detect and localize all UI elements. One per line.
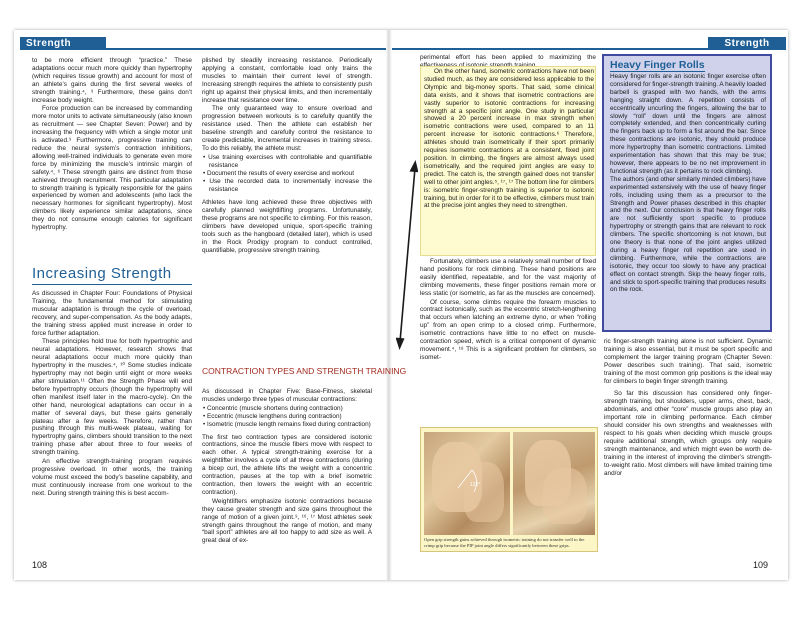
requirements-list <box>202 154 372 194</box>
list-item: • Isometric (muscle length remains fixed during contraction) <box>203 420 371 428</box>
paragraph: Heavy finger rolls are an isotonic finger exercise often considered for finger-strength training. A heavily loaded barbell is grasped with two hands, with the arms hanging straight down. A repetition consists of eccentrically uncurling the fingers, allowing the bar to slowly “roll” down until the fingers are almost completely extended, and then concentrically curling the fingers back up to form a fist around the bar. Since these contractions are isotonic, they should produce more hypertrophy than isometric contractions. Limited experimentation has shown that this may be true; however, there appears to be no net improvement in functional strength (as it pertains to rock climbing). <box>610 73 766 175</box>
page-number-left: 108 <box>32 560 48 570</box>
paragraph: On the other hand, isometric contractions have not been studied much, as they are considered less applicable to the Olympic and big-money sports. That said, some clinical data exists, and it shows that isometric contractions are vastly superior to isotonic contractions for increasing strength at a specific joint angle. One study in particular showed a 20 percent increase in max strength when isometric contractions were used, compared to an 11 percent increase for isotonic contractions.⁶ Therefore, athletes should train isometrically if their sport primarily requires isometric contractions at a consistent, fixed joint position. In climbing, the fingers are almost always used isometrically, and the required joint angles are easy to predict. The catch is, the strength gained does not transfer well to other joint angles.⁵, ¹⁷, ¹⁷ The bottom line for climbers is: isometric finger-strength training is superior to isotonic training, but in order for it to be effective, climbers must train at the precise joint angles they need to strengthen. <box>424 68 594 210</box>
paragraph: Force production can be increased by commanding more motor units to activate simultaneously (also known as recruitment — see Chapter Seven: Power) and by increasing the frequency with which a single motor unit is activated.⁹ Furthermore, progressive training can reduce the neural system’s contraction inhibitions, allowing well-trained individuals to generate even more force by minimizing the muscle’s intrinsic margin of safety.⁴, ⁶ These strength gains are distinct from those achieved through recruitment. This particular adaptation to strength training is typically responsible for the gains experienced by women and adolescents (who lack the necessary hormones for significant hypertrophy). Most climbers likely experience similar adaptations, since they do not consume enough calories for significant hypertrophy. <box>32 105 192 232</box>
heading-underline <box>32 284 192 285</box>
left-col1-top <box>32 57 192 233</box>
heavy-finger-rolls-sidebar <box>602 54 772 332</box>
sidebar-title: Heavy Finger Rolls <box>610 59 705 71</box>
list-item: • Use training exercises with controllable and quantifiable resistance <box>203 153 373 169</box>
open-grip-photo <box>424 432 510 535</box>
left-page-header: Strength <box>20 37 106 50</box>
paragraph: As discussed in Chapter Four: Foundations of Physical Training, the fundamental method for stimulating muscular adaptation is through the cycle of overload, recovery, and super-compensation. As the body adapts, the training stress applied must increase in order to force further adaptation. <box>32 290 192 337</box>
highlighted-passage <box>424 68 594 211</box>
left-col2-bottom <box>202 388 372 546</box>
list-item: • Concentric (muscle shortens during contraction) <box>203 404 343 412</box>
paragraph: to be more efficient through “practice.” These adaptations occur much more quickly than hypertrophy (which requires tissue growth) and account for most of an athlete’s gains during the first several weeks of strength training.⁴, ⁹ Furthermore, these gains don’t increase body weight. <box>32 57 192 104</box>
paragraph: The first two contraction types are considered isotonic contractions, since the muscle fibers move with respect to each other. A typical strength-training exercise for a weightlifter involves a cycle of all three contractions (during a bicep curl, the athlete lifts the weight with a concentric contraction, pauses at the top with a brief isometric contraction, then lowers the weight with an eccentric contraction). <box>202 433 372 496</box>
left-col1-bottom <box>32 290 192 499</box>
paragraph: Of course, some climbs require the forearm muscles to contract isotonically, such as the eccentric stretch-lengthening that occurs when latching an extreme dyno, or when “rolling up” from an open crimp to a closed crimp. Furthermore, isometric contractions have little to no effect on muscle-contraction speed, which is a critical component of dynamic movement.⁴, ¹⁸ This is a significant problem for climbers, so isomet- <box>420 298 596 361</box>
paragraph: Athletes have long achieved these three objectives with carefully planned weightlifting programs. Unfortunately, these programs are not specific to climbing. For this reason, climbers have developed unique, sport-specific training tools such as the hangboard (detailed later), which is used in the Rock Prodigy program to conduct controlled, quantifiable, progressive strength training. <box>202 199 372 254</box>
section-heading-contraction-types: CONTRACTION TYPES AND STRENGTH TRAINING <box>202 366 407 376</box>
contraction-types-list <box>202 405 372 429</box>
photo-caption: Open grip strength gains achieved through isometric training do not transfer well to the crimp grip because the PIP joint angle differs significantly between these grips. <box>424 537 585 548</box>
list-item: • Use the recorded data to incrementally increase the resistance <box>203 177 372 193</box>
paragraph: perimental effort has been applied to maximizing the <box>420 54 596 61</box>
list-item: • Document the results of every exercise and workout <box>203 169 355 177</box>
double-headed-arrow-icon <box>396 160 418 350</box>
left-col2-top <box>202 57 372 256</box>
paragraph: Weightlifters emphasize isotonic contractions because they cause greater strength and size gains throughout the range of motion of a given joint.⁹, ¹⁶, ¹⁷ Most athletes seek strength gains throughout the range of motion, and many “ball sport” athletes are all too happy to add size as well. A great deal of ex- <box>202 497 372 545</box>
left-header-rule <box>106 48 386 50</box>
joint-angle-label: 122° <box>470 482 481 488</box>
paragraph: The only guaranteed way to ensure overload and progression between workouts is to carefully quantify the resistance used. Then the athlete can establish her baseline strength and carefully control the resistance to create predictable, incremental increases in training stress. To do this reliably, the athlete must: <box>202 105 372 152</box>
section-heading-increasing-strength: Increasing Strength <box>32 265 172 282</box>
right-header-rule <box>392 48 708 50</box>
book-gutter <box>386 30 392 580</box>
paragraph: These principles hold true for both hypertrophic and neural adaptations. However, research shows that neural adaptations occur much more quickly than hypertrophy in the muscles.⁴, ¹⁰ Some studies indicate hypertrophy may not begin until eight or more weeks after stimulation.¹¹ Often the Strength Phase will end before hypertrophy occurs (though the hypertrophy will often manifest itself later in the macro-cycle). On the other hand, neurological adaptations can occur in a matter of several days, but these gains generally plateau after a few weeks. Therefore, rather than pushing through this multi-week plateau, waiting for hypertrophy gains, climbers should transition to the next training phase after about three to four weeks of strength training. <box>32 338 192 457</box>
right-col3-bottom <box>420 258 596 363</box>
paragraph: An effective strength-training program requires progressive overload. In other words, the training volume must exceed the body’s baseline capability, and must continuously increase from one workout to the next. During strength training this is best accom- <box>32 458 192 497</box>
list-item: • Eccentric (muscle lengthens during contraction) <box>203 412 342 420</box>
page-number-right: 109 <box>753 560 769 570</box>
paragraph: As discussed in Chapter Five: Base-Fitness, skeletal muscles undergo three types of muscular contractions: <box>202 388 372 403</box>
right-col4 <box>604 338 772 478</box>
paragraph: Fortunately, climbers use a relatively small number of fixed hand positions for rock climbing. These hand positions are easily identified, repeatable, and for the vast majority of climbing movements, these finger positions remain more or less static (or isometric, as far as the muscles are concerned). <box>420 258 596 297</box>
paragraph: plished by steadily increasing resistance. Periodically applying a constant, comfortable load only trains the muscles to maintain their current level of strength. Increasing strength requires the athlete to consistently push right up against their physical limits, and then incrementally increase that resistance over time. <box>202 57 372 104</box>
paragraph: ric finger-strength training alone is not sufficient. Dynamic training is also essential, but it must be sport specific and complement the larger training program (Chapter Seven: Power describes such training). That said, isometric training of the most common grip positions is the ideal way for climbers to begin finger strength training. <box>604 338 772 385</box>
paragraph: So far this discussion has considered only finger-strength training, but shoulders, upper arms, chest, back, abdominals, and other “core” muscle groups also play an important role in climbing performance. Each climber should consider his own strengths and weaknesses with respect to his goals when deciding which muscle groups require additional strength, which groups only require strength maintenance, and which might even be worth de-training in the interest of improving the climber’s strength-to-weight ratio. Most climbers will have limited training time and/or <box>604 390 772 477</box>
right-page-header: Strength <box>708 37 786 50</box>
paragraph: The authors (and other similarly minded climbers) have experimented extensively with the use of heavy finger rolls, including using them as a precursor to the Strength and Power phases described in this chapter and the next. Our conclusion is that heavy finger rolls are not sufficiently sport specific to produce hypertrophy or strength gains that are relevant to rock climbers. The specific shortcoming is not known, but one theory is that none of the joint angles utilized during a heavy finger roll repetition are used in climbing. Furthermore, while the contractions are isotonic, they occur too slowly to have any practical effect on contact strength. Skip the heavy finger rolls, and stick to sport-specific training that produces results on the rock. <box>610 175 766 294</box>
crimp-grip-photo <box>513 432 595 535</box>
sidebar-text <box>610 73 766 294</box>
